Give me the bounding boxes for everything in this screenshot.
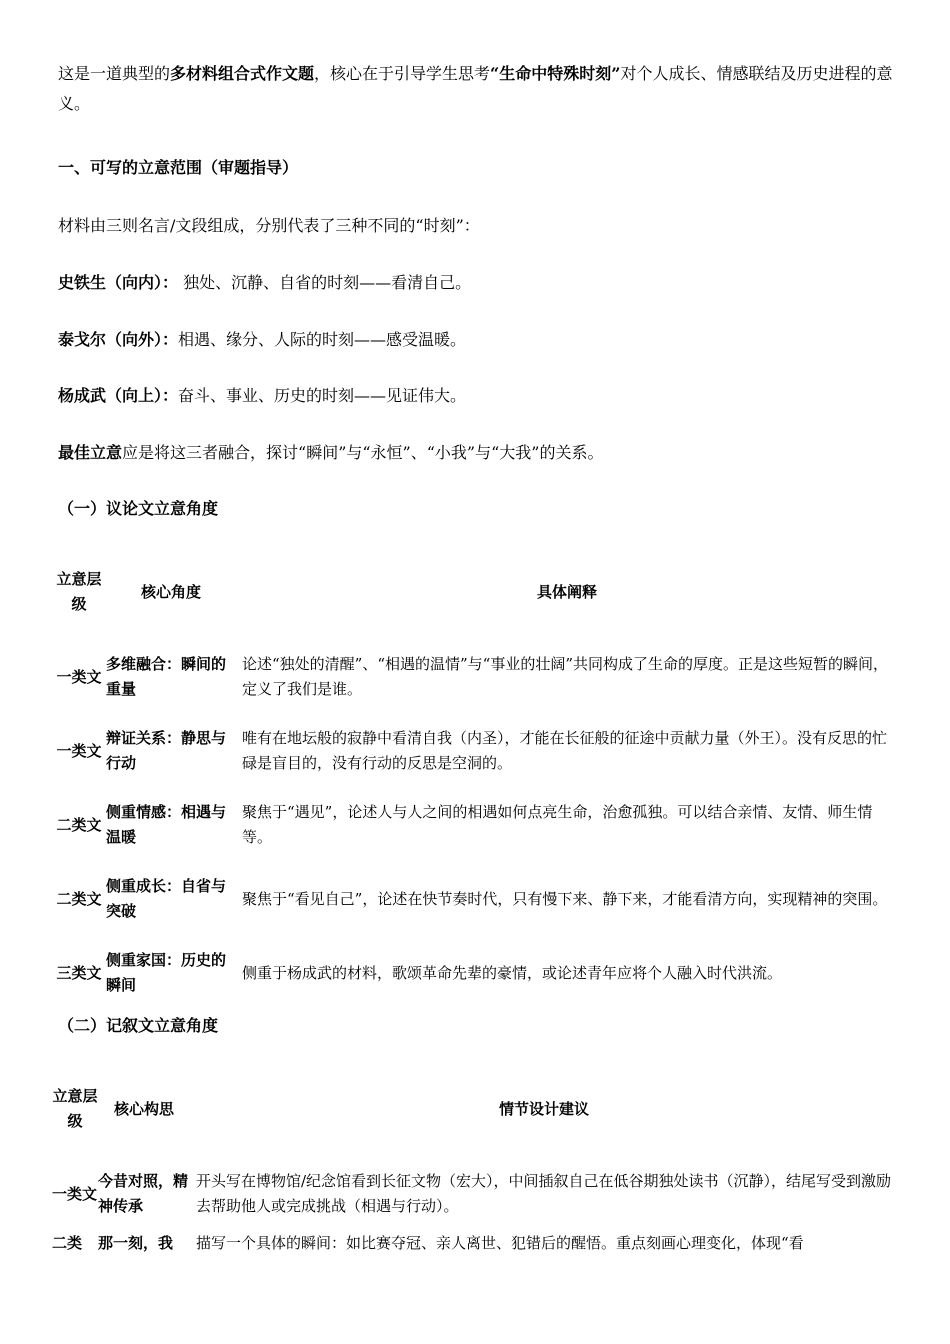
row-level: 一类文	[56, 667, 102, 686]
row-desc: 开头写在博物馆/纪念馆看到长征文物（宏大），中间插叙自己在低谷期独处读书（沉静），结尾写受到激励去帮助他人或完成挑战（相遇与行动）。	[196, 1172, 892, 1215]
row-core: 那一刻，我	[98, 1234, 174, 1252]
row-desc: 侧重于杨成武的材料，歌颂革命先辈的豪情，或论述青年应将个人融入时代洪流。	[242, 963, 783, 982]
table-header-row	[52, 1083, 898, 1135]
header-core: 核心构思	[113, 1099, 174, 1118]
row-desc: 论述“独处的清醒”、“相遇的温情”与“事业的壮阔”共同构成了生命的厚度。正是这些短暂的瞬间，定义了我们是谁。	[242, 655, 889, 698]
table-row	[52, 714, 898, 788]
row-desc: 聚焦于“遇见”，论述人与人之间的相遇如何点亮生命，治愈孤独。可以结合亲情、友情、师生情等。	[242, 803, 873, 846]
row-desc: 聚焦于“看见自己”，论述在快节奏时代，只有慢下来、静下来，才能看清方向，实现精神的突围。	[242, 889, 888, 908]
header-desc: 情节设计建议	[498, 1099, 589, 1118]
header-core: 核心角度	[140, 582, 201, 601]
material-text: 相遇、缘分、人际的时刻——感受温暖。	[178, 330, 467, 349]
intro-text-mid: ，核心在于引导学生思考	[314, 64, 491, 83]
row-level: 二类文	[56, 889, 102, 908]
intro-text: 这是一道典型的	[58, 64, 171, 83]
material-name: 泰戈尔（向外）：	[58, 330, 179, 349]
row-core: 辩证关系：静思与行动	[106, 729, 227, 772]
argument-table	[52, 566, 898, 1010]
table-row	[52, 936, 898, 1010]
intro-bold-quote: “生命中特殊时刻”	[490, 64, 621, 83]
row-core: 侧重家国：历史的瞬间	[106, 951, 227, 994]
table-row	[52, 640, 898, 714]
material-text: 奋斗、事业、历史的时刻——见证伟大。	[178, 386, 467, 405]
row-level: 一类文	[52, 1184, 98, 1203]
intro-text-end: 对个人成长、情感联结及历史进程的意义。	[58, 64, 893, 113]
row-core: 多维融合：瞬间的重量	[106, 655, 227, 698]
row-core: 侧重情感：相遇与温暖	[106, 803, 227, 846]
best-idea-label: 最佳立意	[58, 443, 123, 462]
table-row	[52, 862, 898, 936]
row-core: 侧重成长：自省与突破	[106, 877, 227, 920]
argument-heading: （一）议论文立意角度	[58, 499, 219, 518]
intro-paragraph	[58, 59, 894, 119]
table-header-row	[52, 566, 898, 618]
section1-heading: 一、可写的立意范围（审题指导）	[58, 158, 299, 177]
material-name: 史铁生（向内）：	[58, 273, 179, 292]
table-row	[52, 1157, 898, 1231]
row-level: 二类	[52, 1234, 83, 1252]
material-item	[58, 325, 894, 355]
header-level: 立意层级	[52, 1087, 98, 1130]
material-text: 独处、沉静、自省的时刻——看清自己。	[178, 273, 472, 292]
table-row	[52, 788, 898, 862]
row-level: 一类文	[56, 741, 102, 760]
row-core: 今昔对照，精神传承	[98, 1172, 189, 1215]
intro-bold-term: 多材料组合式作文题	[170, 64, 315, 83]
header-desc: 具体阐释	[536, 582, 597, 601]
best-idea-text: 应是将这三者融合，探讨“瞬间”与“永恒”、“小我”与“大我”的关系。	[122, 443, 604, 462]
material-name: 杨成武（向上）：	[58, 386, 179, 405]
table-row	[52, 1231, 898, 1271]
best-idea-paragraph	[58, 438, 894, 468]
materials-intro: 材料由三则名言/文段组成，分别代表了三种不同的“时刻”：	[58, 216, 480, 235]
header-level: 立意层级	[56, 570, 102, 613]
row-desc: 描写一个具体的瞬间：如比赛夺冠、亲人离世、犯错后的醒悟。重点刻画心理变化，体现“看	[196, 1234, 804, 1252]
row-desc: 唯有在地坛般的寂静中看清自我（内圣），才能在长征般的征途中贡献力量（外王）。没有反思的忙碌是盲目的，没有行动的反思是空洞的。	[242, 729, 888, 772]
row-level: 三类文	[56, 963, 102, 982]
narrative-heading: （二）记叙文立意角度	[58, 1016, 219, 1035]
row-level: 二类文	[56, 815, 102, 834]
narrative-table	[52, 1083, 898, 1271]
material-item	[58, 381, 894, 411]
material-item	[58, 268, 894, 298]
